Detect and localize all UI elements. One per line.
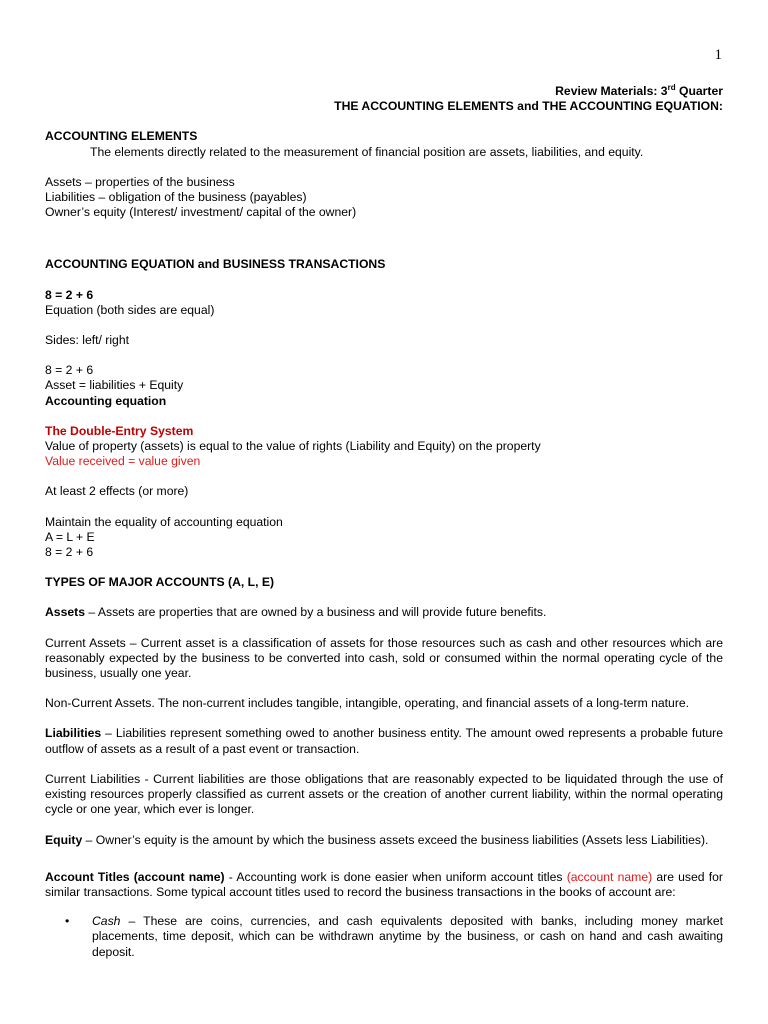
elements-item-liabilities: Liabilities – obligation of the business (payables) [45,190,307,205]
assets-paragraph: Assets – Assets are properties that are owned by a business and will provide future benefits. [45,605,547,620]
types-heading: TYPES OF MAJOR ACCOUNTS (A, L, E) [45,575,275,590]
current-liabilities-paragraph: Current Liabilities - Current liabilities are those obligations that are reasonably expected to be liquidated through the use of existing resources properly classified as current assets or the creation of another current liability, within the normal operating cycle or one year, which ever is longer. [45,771,723,817]
bullet-icon: • [65,914,70,929]
elements-item-assets: Assets – properties of the business [45,174,235,189]
document-body [45,84,723,960]
accounting-equation-label: Accounting equation [45,393,167,408]
asset-equation: Asset = liabilities + Equity [45,378,184,393]
document-title: THE ACCOUNTING ELEMENTS and THE ACCOUNTING EQUATION: [334,99,723,114]
equity-paragraph: Equity – Owner’s equity is the amount by which the business assets exceed the business liabilities (Assets less Liabilities). [45,832,709,847]
sides-line: Sides: left/ right [45,333,129,348]
current-assets-paragraph: Current Assets – Current asset is a classification of assets for those resources such as cash and other resources which are reasonably expected by the business to be converted into cash, sold or consumed within the normal operating cycle of the business, usually one year. [45,635,723,681]
page-number: 1 [714,47,722,63]
double-entry-heading: The Double-Entry System [45,423,194,438]
list-item-cash: • Cash – These are coins, currencies, and cash equivalents deposited with banks, including money market placements, time deposit, which can be withdrawn anytime by the business, or cash on hand and cash awaiting deposit. [45,914,723,960]
accounting-elements-heading: ACCOUNTING ELEMENTS [45,129,198,144]
elements-item-equity: Owner’s equity (Interest/ investment/ capital of the owner) [45,205,357,220]
equation-note: Equation (both sides are equal) [45,302,215,317]
double-entry-line1: Value of property (assets) is equal to the value of rights (Liability and Equity) on the property [45,439,541,454]
account-titles-paragraph: Account Titles (account name) - Accounting work is done easier when uniform account titles (account name) are used for similar transactions. Some typical account titles used to record the business transactions in the books of account are: [45,869,723,899]
equation-repeat: 8 = 2 + 6 [45,363,94,378]
review-materials-line: Review Materials: 3rd Quarter [555,83,723,98]
double-entry-line2: Value received = value given [45,454,201,469]
elements-intro: The elements directly related to the measurement of financial position are assets, liabilities, and equity. [90,144,644,159]
noncurrent-assets-paragraph: Non-Current Assets. The non-current includes tangible, intangible, operating, and financial assets of a long-term nature. [45,696,690,711]
equation-line-3: 8 = 2 + 6 [45,545,94,560]
liabilities-paragraph: Liabilities – Liabilities represent something owed to another business entity. The amount owed represents a probable future outflow of assets as a result of a past event or transaction. [45,726,723,756]
effects-line: At least 2 effects (or more) [45,484,189,499]
accounting-equation-heading: ACCOUNTING EQUATION and BUSINESS TRANSACTIONS [45,257,386,272]
maintain-line: Maintain the equality of accounting equation [45,514,283,529]
ale-line: A = L + E [45,529,95,544]
bold-equation: 8 = 2 + 6 [45,287,94,302]
